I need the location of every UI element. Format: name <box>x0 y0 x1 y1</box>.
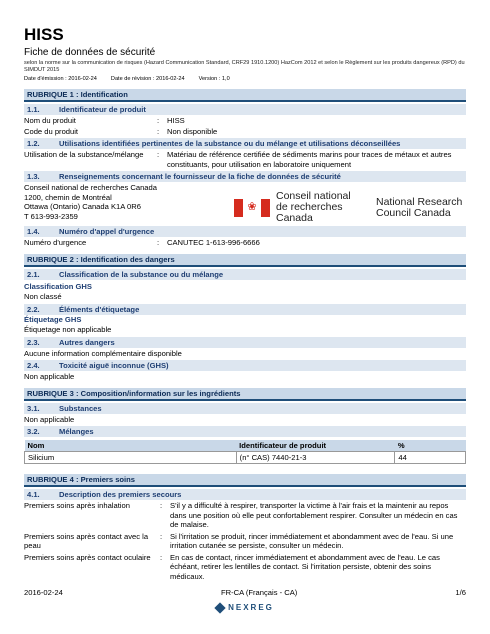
subsection-title: Mélanges <box>59 427 94 436</box>
field-label: Premiers soins après inhalation <box>24 501 130 510</box>
brand-name: NEXREG <box>228 603 274 612</box>
supplier-address <box>24 183 234 221</box>
supplier-block <box>24 183 466 224</box>
document-subtitle: Fiche de données de sécurité <box>24 47 156 58</box>
issue-date: Date d'émission : 2016-02-24 <box>24 76 97 82</box>
subsection-title: Substances <box>59 403 102 413</box>
subsection-number: 3.1. <box>27 403 40 413</box>
page-footer <box>24 588 466 597</box>
subsection-number: 1.1. <box>27 105 40 114</box>
other-hazards-value: Aucune information complémentaire disponible <box>24 348 182 358</box>
column-header-name: Nom <box>25 440 237 452</box>
subsection-4-1 <box>24 489 466 500</box>
classification-value: Non classé <box>24 292 62 301</box>
table-row <box>25 452 466 464</box>
address-line: Ottawa (Ontario) Canada K1A 0R6 <box>24 202 141 211</box>
subsection-title: Description des premiers secours <box>59 490 182 499</box>
document-title: HISS <box>24 25 64 44</box>
subsection-number: 2.1. <box>27 269 40 279</box>
cell-id: (n° CAS) 7440-21-3 <box>236 452 395 464</box>
subsection-number: 3.2. <box>27 427 40 436</box>
field-value: Non disponible <box>167 126 218 136</box>
subsection-number: 1.3. <box>27 172 40 181</box>
field-label: Code du produit <box>24 126 79 136</box>
footer-language: FR-CA (Français - CA) <box>220 588 298 597</box>
section-1-heading: RUBRIQUE 1 : Identification <box>24 89 466 102</box>
field-value: HISS <box>167 116 185 125</box>
subsection-title: Toxicité aiguë inconnue (GHS) <box>59 361 169 370</box>
subsection-2-4 <box>24 360 466 371</box>
subsection-number: 2.2. <box>27 304 40 314</box>
column-header-id: Identificateur de produit <box>236 440 395 452</box>
subsection-1-3 <box>24 171 466 182</box>
version: Version : 1,0 <box>198 76 230 82</box>
first-aid-skin-row: Premiers soins après contact avec la peau : Si l'irritation se produit, rincer immédiatement et abondamment avec de l'eau. Si une irritation cutanée se persiste, consulter un médecin. <box>24 532 466 551</box>
nexreg-logo-icon <box>214 602 225 613</box>
field-label: Numéro d'urgence <box>24 238 87 247</box>
field-value: S'il y a difficulté à respirer, transporter la victime à l'air frais et la maintenir au repos dans une position où elle peut confortablement respirer. Consulter un médecin en cas de malaise. <box>170 501 458 529</box>
date-line <box>24 76 466 83</box>
subsection-title: Identificateur de produit <box>59 105 146 114</box>
subsection-1-1 <box>24 104 466 115</box>
subsection-3-2 <box>24 426 466 437</box>
subsection-number: 1.4. <box>27 227 40 236</box>
labelling-value: Étiquetage non applicable <box>24 325 112 334</box>
subsection-title: Classification de la substance ou du mélange <box>59 269 224 279</box>
cell-pct: 44 <box>395 452 466 464</box>
substances-value: Non applicable <box>24 414 75 424</box>
address-line: Conseil national de recherches Canada <box>24 183 157 192</box>
field-value: En cas de contact, rincer immédiatement et abondamment avec de l'eau. Le cas échéant, retirer les lentilles de contact. Si l'irritation persiste, obtenir des soins médicaux. <box>170 552 440 581</box>
subsection-number: 2.3. <box>27 337 40 347</box>
footer-date: 2016-02-24 <box>24 588 63 597</box>
field-value: CANUTEC 1-613-996-6666 <box>167 238 260 247</box>
subsection-1-4 <box>24 226 466 237</box>
product-name-row: Nom du produit : HISS <box>24 116 466 126</box>
subsection-3-1 <box>24 403 466 414</box>
subsection-title: Numéro d'appel d'urgence <box>59 227 155 236</box>
subsection-2-2 <box>24 304 466 315</box>
nexreg-logo <box>0 603 490 612</box>
section-3-heading: RUBRIQUE 3 : Composition/information sur les ingrédients <box>24 388 466 401</box>
section-2-heading: RUBRIQUE 2 : Identification des dangers <box>24 254 466 267</box>
subsection-number: 4.1. <box>27 490 40 499</box>
phone-line: T 613-993-2359 <box>24 211 78 221</box>
subsection-number: 1.2. <box>27 139 40 148</box>
field-value: Si l'irritation se produit, rincer immédiatement et abondamment avec de l'eau. Si une irritation cutanée se persiste, consulter un médecin. <box>170 531 454 550</box>
address-line: 1200, chemin de Montréal <box>24 192 112 202</box>
product-code-row: Code du produit : Non disponible <box>24 127 466 137</box>
canada-flag-icon: ❀ <box>234 199 270 217</box>
use-row: Utilisation de la substance/mélange : Matériau de référence certifiée de sédiments marins pour traces de métaux et autres constituants, pour utilisation en laboratoire uniquement <box>24 150 466 169</box>
subsection-title: Renseignements concernant le fournisseur de la fiche de données de sécurité <box>59 172 341 181</box>
field-value: Matériau de référence certifiée de sédiments marins pour traces de métaux et autres constituants, pour utilisation en laboratoire uniquement <box>167 150 452 169</box>
subsection-title: Utilisations identifiées pertinentes de la substance ou du mélange et utilisations déconseillées <box>59 139 401 148</box>
acute-toxicity-value: Non applicable <box>24 372 75 381</box>
subsection-title: Éléments d'étiquetage <box>59 304 140 314</box>
ghs-classification-heading: Classification GHS <box>24 281 92 291</box>
org-name-fr: Conseil national de recherches Canada <box>276 190 351 224</box>
mixture-table <box>24 440 466 464</box>
first-aid-inhalation-row: Premiers soins après inhalation : S'il y a difficulté à respirer, transporter la victime à l'air frais et la maintenir au repos dans une position où elle peut confortablement respirer. Consulter un médecin en cas de malaise. <box>24 501 466 530</box>
page-number: 1/6 <box>455 588 466 597</box>
subsection-1-2 <box>24 138 466 149</box>
revision-date: Date de révision : 2016-02-24 <box>110 76 185 82</box>
cell-name: Silicium <box>25 452 237 464</box>
subsection-2-3 <box>24 337 466 348</box>
subsection-title: Autres dangers <box>59 337 115 347</box>
table-header-row <box>25 440 466 452</box>
field-label: Premiers soins après contact oculaire <box>24 552 151 562</box>
emergency-row: Numéro d'urgence : CANUTEC 1-613-996-6666 <box>24 238 466 248</box>
org-name-en: National Research Council Canada <box>376 195 463 219</box>
column-header-pct: % <box>395 440 466 452</box>
standard-note: selon la norme sur la communication de risques (Hazard Communication Standard, CRF29 1910.1200) HazCom 2012 et selon le Règlement sur les produits dangereux (RPD) du SIMDUT 2015 <box>24 60 465 73</box>
field-label: Utilisation de la substance/mélange <box>24 150 144 159</box>
section-4-heading: RUBRIQUE 4 : Premiers soins <box>24 474 466 487</box>
first-aid-eye-row: Premiers soins après contact oculaire : En cas de contact, rincer immédiatement et abondamment avec de l'eau. Le cas échéant, retirer les lentilles de contact. Si l'irritation persiste, obtenir des soins médicaux. <box>24 553 466 582</box>
nrc-logo <box>234 191 466 224</box>
subsection-2-1 <box>24 269 466 280</box>
field-label: Nom du produit <box>24 116 76 125</box>
ghs-labelling-heading: Étiquetage GHS <box>24 314 82 324</box>
field-label: Premiers soins après contact avec la peau <box>24 531 149 550</box>
subsection-number: 2.4. <box>27 361 40 370</box>
